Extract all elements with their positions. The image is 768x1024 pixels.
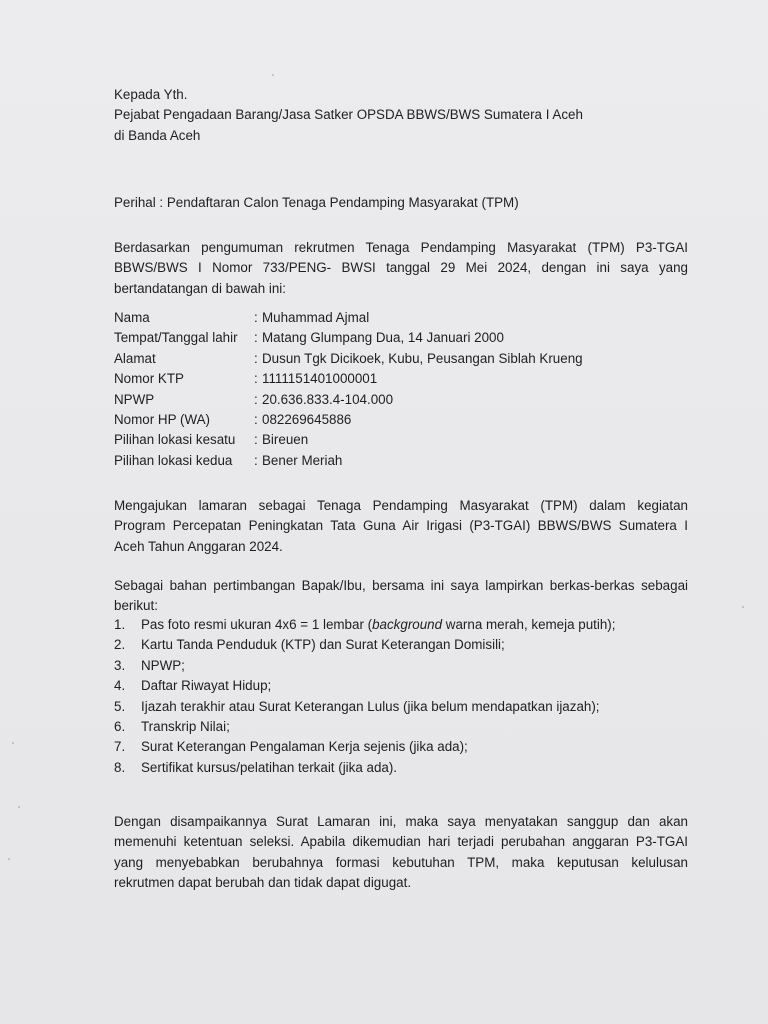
list-text: Ijazah terakhir atau Surat Keterangan Lulus (jika belum mendapatkan ijazah); — [141, 698, 600, 714]
list-text: Surat Keterangan Pengalaman Kerja sejenis (jika ada); — [141, 739, 468, 755]
list-number: 4. — [114, 678, 126, 694]
field-address — [114, 349, 688, 369]
applicant-details — [114, 308, 688, 471]
scan-speck — [742, 606, 744, 608]
list-item — [114, 737, 688, 757]
intro-line: BBWS/BWS I Nomor 733/PENG- BWSI tanggal 29 Mei 2024, dengan ini saya yang — [114, 260, 688, 276]
field-value: Bener Meriah — [262, 452, 343, 468]
list-item — [114, 635, 688, 655]
list-item — [114, 758, 688, 778]
field-value: Muhammad Ajmal — [262, 310, 370, 325]
scan-speck — [8, 858, 10, 860]
field-label: Nomor HP (WA) — [114, 411, 210, 427]
application-line: Mengajukan lamaran sebagai Tenaga Pendamping Masyarakat (TPM) dalam kegiatan — [114, 498, 688, 513]
field-phone — [114, 410, 688, 430]
list-number: 8. — [114, 759, 126, 775]
field-colon: : — [254, 350, 258, 366]
field-location-second — [114, 451, 688, 471]
closing-line: yang menyebabkan berubahnya formasi kebutuhan TPM, maka keputusan kelulusan — [114, 854, 688, 870]
list-item — [114, 676, 688, 696]
field-colon: : — [254, 310, 258, 325]
attachments-intro — [114, 576, 688, 617]
field-label: Nama — [114, 310, 150, 325]
recipient-salutation: Kepada Yth. — [114, 87, 188, 102]
field-label: Pilihan lokasi kesatu — [114, 432, 236, 448]
field-colon: : — [254, 432, 258, 448]
attachments-intro-line: berikut: — [114, 598, 158, 614]
list-number: 7. — [114, 739, 126, 755]
list-number: 6. — [114, 718, 126, 734]
list-text — [141, 615, 616, 635]
list-number: 5. — [114, 698, 126, 714]
field-value: 1111151401000001 — [262, 371, 378, 387]
field-label: NPWP — [114, 391, 155, 407]
field-colon: : — [254, 452, 258, 468]
attachments-list — [114, 615, 688, 778]
field-value: 082269645886 — [262, 411, 352, 427]
field-value: 20.636.833.4-104.000 — [262, 391, 394, 407]
field-colon: : — [254, 371, 258, 387]
scan-speck — [12, 742, 14, 744]
field-colon: : — [254, 411, 258, 427]
closing-paragraph — [114, 812, 688, 894]
list-number: 1. — [114, 617, 126, 632]
field-label: Alamat — [114, 350, 156, 366]
field-birth — [114, 328, 688, 348]
field-value: Matang Glumpang Dua, 14 Januari 2000 — [262, 330, 504, 346]
intro-paragraph — [114, 238, 688, 299]
field-label: Pilihan lokasi kedua — [114, 452, 233, 468]
field-colon: : — [254, 330, 258, 346]
list-item — [114, 656, 688, 676]
list-text: Kartu Tanda Penduduk (KTP) dan Surat Keterangan Domisili; — [141, 637, 505, 653]
intro-line: Berdasarkan pengumuman rekrutmen Tenaga Pendamping Masyarakat (TPM) P3-TGAI — [114, 240, 688, 255]
recipient-title: Pejabat Pengadaan Barang/Jasa Satker OPSDA BBWS/BWS Sumatera I Aceh — [114, 107, 583, 123]
field-ktp — [114, 369, 688, 389]
attachments-intro-line: Sebagai bahan pertimbangan Bapak/Ibu, bersama ini saya lampirkan berkas-berkas sebagai — [114, 578, 688, 593]
closing-line: rekrutmen dapat berubah dan tidak dapat digugat. — [114, 875, 412, 891]
field-location-first — [114, 430, 688, 450]
list-text: NPWP; — [141, 657, 185, 673]
intro-line: bertandatangan di bawah ini: — [114, 280, 286, 296]
field-label: Tempat/Tanggal lahir — [114, 330, 238, 346]
list-text: Daftar Riwayat Hidup; — [141, 678, 272, 694]
field-colon: : — [254, 391, 258, 407]
list-text-part: warna merah, kemeja putih); — [442, 617, 616, 632]
list-text: Transkrip Nilai; — [141, 718, 230, 734]
recipient-location: di Banda Aceh — [114, 127, 201, 143]
closing-line: Dengan disampaikannya Surat Lamaran ini, maka saya menyatakan sanggup dan akan — [114, 814, 688, 829]
list-number: 3. — [114, 657, 126, 673]
application-line: Program Percepatan Peningkatan Tata Guna Air Irigasi (P3-TGAI) BBWS/BWS Sumatera I — [114, 518, 688, 534]
list-item — [114, 717, 688, 737]
application-paragraph — [114, 496, 688, 557]
list-text: Sertifikat kursus/pelatihan terkait (jika ada). — [141, 759, 398, 775]
field-value: Dusun Tgk Dicikoek, Kubu, Peusangan Siblah Krueng — [262, 350, 583, 366]
field-label: Nomor KTP — [114, 371, 184, 387]
list-number: 2. — [114, 637, 126, 653]
list-text-italic: background — [372, 617, 443, 632]
scan-speck — [272, 74, 274, 76]
list-text-part: Pas foto resmi ukuran 4x6 = 1 lembar ( — [141, 617, 373, 632]
list-item — [114, 615, 688, 635]
recipient-block — [114, 85, 688, 146]
field-npwp — [114, 390, 688, 410]
closing-line: memenuhi ketentuan seleksi. Apabila dikemudian hari terjadi perubahan anggaran P3-TGAI — [114, 834, 688, 850]
field-name — [114, 308, 688, 328]
list-item — [114, 697, 688, 717]
field-value: Bireuen — [262, 432, 309, 448]
application-line: Aceh Tahun Anggaran 2024. — [114, 538, 283, 554]
scan-speck — [18, 806, 20, 808]
subject-line: Perihal : Pendaftaran Calon Tenaga Pendamping Masyarakat (TPM) — [114, 195, 519, 210]
